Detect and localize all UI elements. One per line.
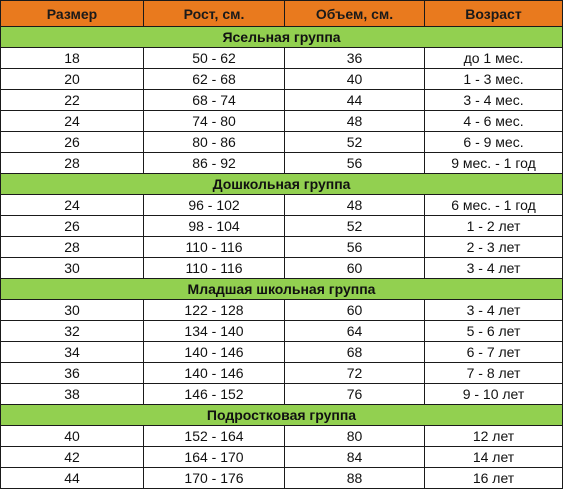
size-cell: 24 [1, 195, 144, 216]
age-cell: 9 - 10 лет [425, 384, 563, 405]
group-title: Ясельная группа [1, 27, 563, 48]
volume-cell: 48 [285, 195, 425, 216]
volume-cell: 44 [285, 90, 425, 111]
size-cell: 26 [1, 216, 144, 237]
age-cell: 6 мес. - 1 год [425, 195, 563, 216]
volume-cell: 68 [285, 342, 425, 363]
volume-cell: 72 [285, 363, 425, 384]
group-title: Младшая школьная группа [1, 279, 563, 300]
table-row [1, 153, 563, 174]
table-body [1, 27, 563, 489]
age-cell: 6 - 9 мес. [425, 132, 563, 153]
volume-cell: 80 [285, 426, 425, 447]
height-cell: 140 - 146 [144, 342, 285, 363]
header-row [1, 1, 563, 27]
table-row [1, 363, 563, 384]
table-row [1, 468, 563, 489]
group-header-row [1, 27, 563, 48]
volume-cell: 84 [285, 447, 425, 468]
size-cell: 26 [1, 132, 144, 153]
age-cell: 4 - 6 мес. [425, 111, 563, 132]
table-row [1, 426, 563, 447]
age-cell: 6 - 7 лет [425, 342, 563, 363]
table-row [1, 384, 563, 405]
size-cell: 40 [1, 426, 144, 447]
table-row [1, 132, 563, 153]
volume-cell: 76 [285, 384, 425, 405]
age-cell: 16 лет [425, 468, 563, 489]
size-cell: 44 [1, 468, 144, 489]
group-title: Подростковая группа [1, 405, 563, 426]
size-cell: 42 [1, 447, 144, 468]
height-cell: 134 - 140 [144, 321, 285, 342]
volume-cell: 56 [285, 237, 425, 258]
group-header-row [1, 279, 563, 300]
volume-cell: 60 [285, 258, 425, 279]
size-cell: 28 [1, 237, 144, 258]
height-cell: 170 - 176 [144, 468, 285, 489]
height-cell: 146 - 152 [144, 384, 285, 405]
volume-cell: 40 [285, 69, 425, 90]
header-age: Возраст [425, 1, 563, 27]
age-cell: 1 - 3 мес. [425, 69, 563, 90]
height-cell: 96 - 102 [144, 195, 285, 216]
table-row [1, 69, 563, 90]
age-cell: 3 - 4 лет [425, 258, 563, 279]
volume-cell: 52 [285, 216, 425, 237]
age-cell: 5 - 6 лет [425, 321, 563, 342]
age-cell: 9 мес. - 1 год [425, 153, 563, 174]
header-size: Размер [1, 1, 144, 27]
age-cell: 12 лет [425, 426, 563, 447]
table-row [1, 195, 563, 216]
height-cell: 50 - 62 [144, 48, 285, 69]
height-cell: 140 - 146 [144, 363, 285, 384]
height-cell: 62 - 68 [144, 69, 285, 90]
age-cell: 3 - 4 мес. [425, 90, 563, 111]
age-cell: 14 лет [425, 447, 563, 468]
group-header-row [1, 174, 563, 195]
size-cell: 30 [1, 300, 144, 321]
table-row [1, 300, 563, 321]
age-cell: 7 - 8 лет [425, 363, 563, 384]
size-cell: 30 [1, 258, 144, 279]
height-cell: 110 - 116 [144, 258, 285, 279]
group-title: Дошкольная группа [1, 174, 563, 195]
table-row [1, 111, 563, 132]
table-row [1, 342, 563, 363]
size-cell: 28 [1, 153, 144, 174]
volume-cell: 64 [285, 321, 425, 342]
table-row [1, 216, 563, 237]
size-cell: 34 [1, 342, 144, 363]
volume-cell: 60 [285, 300, 425, 321]
size-cell: 38 [1, 384, 144, 405]
table-row [1, 447, 563, 468]
group-header-row [1, 405, 563, 426]
volume-cell: 36 [285, 48, 425, 69]
height-cell: 110 - 116 [144, 237, 285, 258]
header-volume: Объем, см. [285, 1, 425, 27]
size-cell: 32 [1, 321, 144, 342]
table-row [1, 90, 563, 111]
age-cell: 2 - 3 лет [425, 237, 563, 258]
height-cell: 122 - 128 [144, 300, 285, 321]
age-cell: до 1 мес. [425, 48, 563, 69]
table-row [1, 237, 563, 258]
table-row [1, 258, 563, 279]
size-cell: 18 [1, 48, 144, 69]
table-row [1, 48, 563, 69]
height-cell: 164 - 170 [144, 447, 285, 468]
age-cell: 3 - 4 лет [425, 300, 563, 321]
header-height: Рост, см. [144, 1, 285, 27]
height-cell: 68 - 74 [144, 90, 285, 111]
size-cell: 20 [1, 69, 144, 90]
volume-cell: 48 [285, 111, 425, 132]
size-cell: 22 [1, 90, 144, 111]
volume-cell: 88 [285, 468, 425, 489]
volume-cell: 52 [285, 132, 425, 153]
age-cell: 1 - 2 лет [425, 216, 563, 237]
height-cell: 86 - 92 [144, 153, 285, 174]
size-cell: 24 [1, 111, 144, 132]
height-cell: 74 - 80 [144, 111, 285, 132]
height-cell: 152 - 164 [144, 426, 285, 447]
table-row [1, 321, 563, 342]
size-cell: 36 [1, 363, 144, 384]
height-cell: 80 - 86 [144, 132, 285, 153]
height-cell: 98 - 104 [144, 216, 285, 237]
volume-cell: 56 [285, 153, 425, 174]
